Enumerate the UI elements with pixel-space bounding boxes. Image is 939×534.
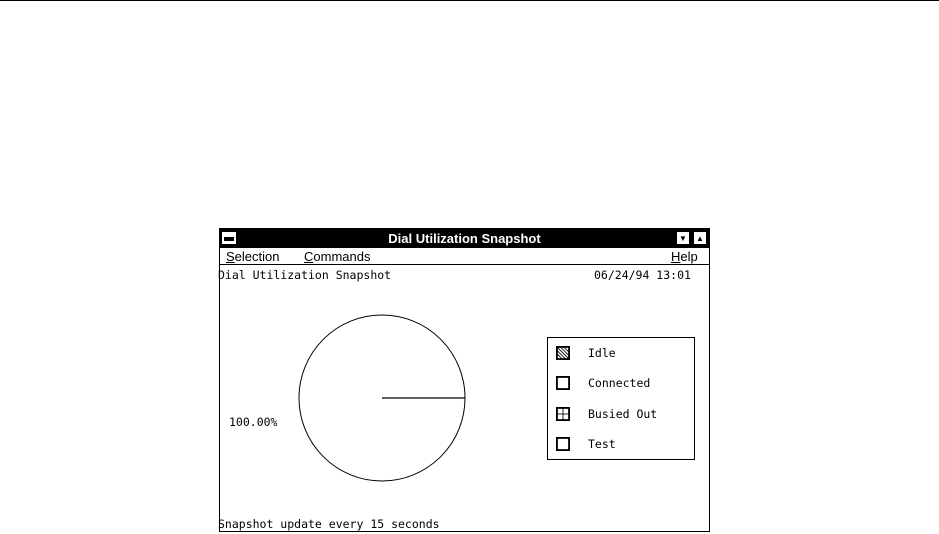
window-title: Dial Utilization Snapshot	[388, 231, 541, 246]
legend-swatch-idle	[556, 346, 570, 360]
menu-selection[interactable]	[226, 249, 279, 264]
chart-legend	[547, 337, 695, 460]
maximize-icon: ▲	[696, 234, 704, 243]
menu-selection-label: election	[234, 249, 280, 264]
menu-selection-accel: S	[226, 249, 235, 264]
minimize-button[interactable]	[676, 231, 690, 245]
status-text: Snapshot update every 15 seconds	[218, 517, 440, 531]
dial-utilization-window	[219, 228, 710, 532]
legend-label-idle: Idle	[588, 346, 616, 360]
menu-commands-accel: C	[304, 249, 314, 264]
maximize-button[interactable]	[693, 231, 707, 245]
menu-help[interactable]	[671, 249, 698, 264]
snapshot-content	[220, 265, 709, 531]
menu-commands-label: ommands	[313, 249, 371, 264]
legend-label-busied-out: Busied Out	[588, 407, 658, 421]
pie-slice-label: 100.00%	[229, 415, 278, 429]
title-bar[interactable]	[220, 229, 709, 248]
legend-swatch-busied-out	[556, 407, 570, 421]
content-header-title: Dial Utilization Snapshot	[218, 268, 392, 282]
legend-label-test: Test	[588, 437, 616, 451]
minimize-icon: ▼	[679, 234, 687, 243]
pie-chart	[290, 309, 470, 489]
page-top-rule	[0, 0, 939, 1]
menu-commands[interactable]	[304, 249, 370, 264]
menu-help-label: elp	[680, 249, 698, 264]
legend-swatch-test	[556, 437, 570, 451]
legend-swatch-connected	[556, 376, 570, 390]
content-timestamp: 06/24/94 13:01	[594, 268, 691, 282]
menu-bar	[220, 248, 709, 265]
menu-help-accel: H	[671, 249, 681, 264]
legend-label-connected: Connected	[588, 376, 651, 390]
